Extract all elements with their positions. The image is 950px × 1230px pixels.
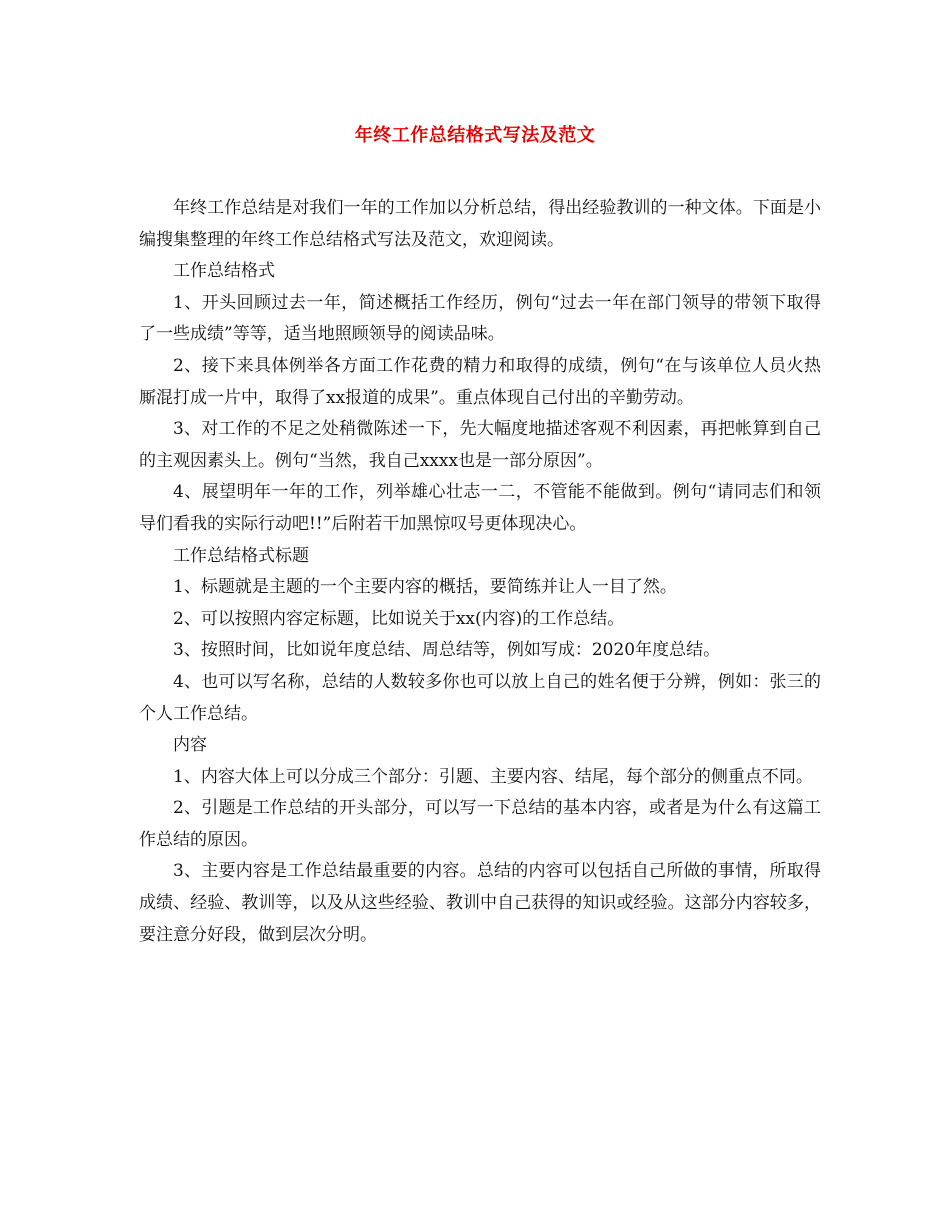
section-heading-title: 工作总结格式标题: [173, 545, 309, 566]
format-item-1: 1、开头回顾过去一年，简述概括工作经历，例句“过去一年在部门领导的带领下取得了一些成绩”等等，适当地照顾领导的阅读品味。: [139, 292, 821, 345]
content-item-3: 3、主要内容是工作总结最重要的内容。总结的内容可以包括自己所做的事情，所取得成绩、经验、教训等，以及从这些经验、教训中自己获得的知识或经验。这部分内容较多，要注意分好段，做到层次分明。: [139, 861, 821, 945]
document-title: 年终工作总结格式写法及范文: [354, 125, 596, 146]
content-item-2: 2、引题是工作总结的开头部分，可以写一下总结的基本内容，或者是为什么有这篇工作总结的原因。: [139, 798, 821, 850]
section-heading-format: 工作总结格式: [173, 261, 275, 282]
title-item-1: 1、标题就是主题的一个主要内容的概括，要简练并让人一目了然。: [173, 577, 677, 598]
format-item-3: 3、对工作的不足之处稍微陈述一下，先大幅度地描述客观不利因素，再把帐算到自己的主观因素头上。例句“当然，我自己xxxx也是一部分原因”。: [139, 419, 821, 471]
title-item-3: 3、按照时间，比如说年度总结、周总结等，例如写成：2020年度总结。: [173, 640, 721, 661]
document-body: [139, 193, 821, 951]
content-item-1: 1、内容大体上可以分成三个部分：引题、主要内容、结尾，每个部分的侧重点不同。: [173, 766, 813, 787]
format-item-2: 2、接下来具体例举各方面工作花费的精力和取得的成绩，例句“在与该单位人员火热厮混打成一片中，取得了xx报道的成果”。重点体现自己付出的辛勤劳动。: [139, 355, 821, 408]
title-item-4: 4、也可以写名称，总结的人数较多你也可以放上自己的姓名便于分辨，例如：张三的个人工作总结。: [139, 671, 821, 724]
title-item-2: 2、可以按照内容定标题，比如说关于xx(内容)的工作总结。: [173, 608, 625, 629]
section-heading-content: 内容: [173, 735, 207, 756]
format-item-4: 4、展望明年一年的工作，列举雄心壮志一二，不管能不能做到。例句“请同志们和领导们看我的实际行动吧!!”后附若干加黑惊叹号更体现决心。: [139, 482, 821, 534]
intro-paragraph: 年终工作总结是对我们一年的工作加以分析总结，得出经验教训的一种文体。下面是小编搜集整理的年终工作总结格式写法及范文，欢迎阅读。: [139, 198, 821, 250]
